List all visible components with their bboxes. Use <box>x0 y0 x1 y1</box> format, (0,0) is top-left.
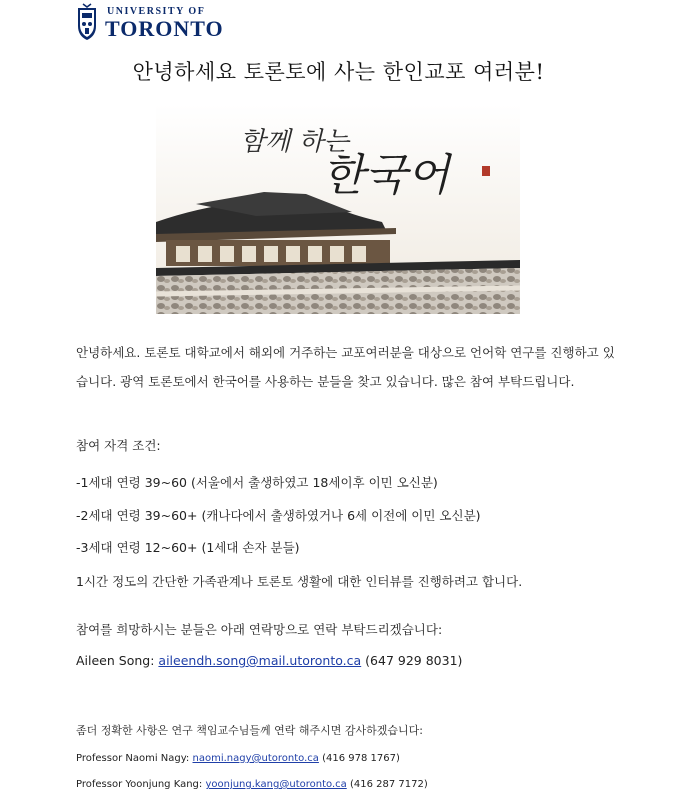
professor-email-link[interactable]: yoonjung.kang@utoronto.ca <box>205 779 347 790</box>
contact-name: Aileen Song: <box>76 653 155 668</box>
contact-intro: 참여를 희망하시는 분들은 아래 연락망으로 연락 부탁드리겠습니다: <box>76 622 443 637</box>
professor-email-link[interactable]: naomi.nagy@utoronto.ca <box>192 753 319 764</box>
crest-icon <box>76 2 98 42</box>
banner-image <box>156 104 520 314</box>
contact-phone: (647 929 8031) <box>365 653 463 668</box>
contact-email-link[interactable]: aileendh.song@mail.utoronto.ca <box>158 653 362 668</box>
more-info-text: 좀더 정확한 사항은 연구 책임교수님들께 연락 해주시면 감사하겠습니다: <box>76 724 423 737</box>
eligibility-heading: 참여 자격 조건: <box>76 438 161 453</box>
hanok-illustration <box>156 104 520 314</box>
interview-text: 1시간 정도의 간단한 가족관계나 토론토 생활에 대한 인터뷰를 진행하려고 합니다. <box>76 574 523 589</box>
logo-university-of: UNIVERSITY OF <box>107 6 206 17</box>
eligibility-item: -2세대 연령 39~60+ (캐나다에서 출생하였거나 6세 이전에 이민 오신분) <box>76 508 481 523</box>
calligraphy-line1: 함께 하는 <box>240 127 349 157</box>
professor-phone: (416 287 7172) <box>349 779 428 790</box>
contact-line <box>76 653 462 668</box>
professor-line <box>76 753 400 764</box>
eligibility-item: -3세대 연령 12~60+ (1세대 손자 분들) <box>76 540 300 555</box>
calligraphy-line2: 한국어 <box>322 150 450 201</box>
professor-name: Professor Yoonjung Kang: <box>76 779 203 790</box>
professor-name: Professor Naomi Nagy: <box>76 753 190 764</box>
professor-line <box>76 779 428 790</box>
page-title: 안녕하세요 토론토에 사는 한인교포 여러분! <box>132 60 545 84</box>
professor-phone: (416 978 1767) <box>322 753 400 764</box>
university-logo <box>76 2 224 42</box>
eligibility-item: -1세대 연령 39~60 (서울에서 출생하였고 18세이후 이민 오신분) <box>76 475 438 490</box>
intro-paragraph: 안녕하세요. 토론토 대학교에서 해외에 거주하는 교포여러분을 대상으로 언어학 연구를 진행하고 있습니다. 광역 토론토에서 한국어를 사용하는 분들을 찾고 있습니다. 많은 참여 부탁드립니다. <box>76 345 615 389</box>
logo-toronto: TORONTO <box>105 16 224 41</box>
